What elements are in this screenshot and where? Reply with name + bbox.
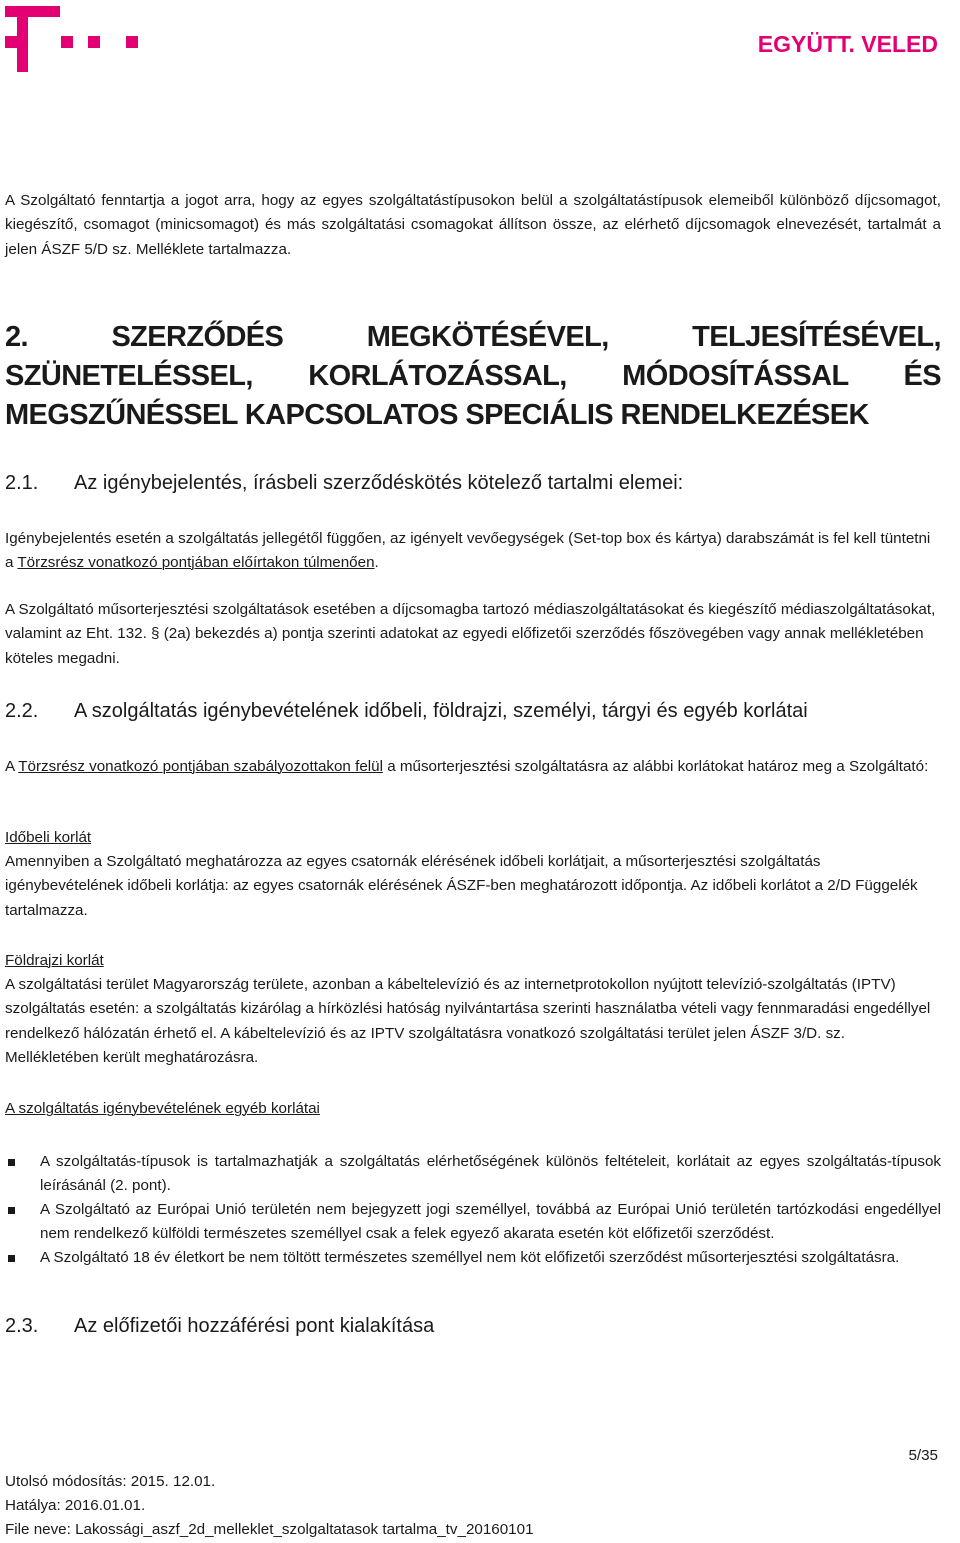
geo-limit-text: A szolgáltatási terület Magyarország területe, azonban a kábeltelevízió és az internetprotokollon nyújtott televízió-szolgáltatás (IPTV) szolgáltatás esetén: a szolgáltatás kizárólag a hírközlési hatóság nyilvántartása szerinti használatba vételi vagy fennmaradási engedéllyel rendelkező hálózatán érhető el. A kábeltelevízió és az IPTV szolgáltatásra vonatkozó szolgáltatási terület jelen ÁSZF 3/D. sz. Mellékletében került meghatározásra. xyxy=(5,976,931,1066)
section-title: Az igénybejelentés, írásbeli szerződéskötés kötelező tartalmi elemei: xyxy=(74,472,684,494)
list-item xyxy=(5,1198,941,1247)
section-2-1-heading xyxy=(5,472,683,495)
section-number: 2.3. xyxy=(5,1315,39,1337)
other-limits-heading: A szolgáltatás igénybevételének egyéb korlátai xyxy=(5,1100,320,1117)
section-2-2-heading xyxy=(5,700,808,723)
underlined-reference: Törzsrész vonatkozó pontjában szabályozottakon felül xyxy=(18,758,383,775)
list-item xyxy=(5,1246,941,1270)
brand-slogan: EGYÜTT. VELED xyxy=(757,31,938,57)
bullet-icon xyxy=(8,1255,15,1262)
section-title: A szolgáltatás igénybevételének időbeli, földrajzi, személyi, tárgyi és egyéb korlátai xyxy=(74,700,808,722)
geo-limit-heading: Földrajzi korlát xyxy=(5,952,104,969)
bullet-icon xyxy=(8,1207,15,1214)
footer-filename: File neve: Lakossági_aszf_2d_melleklet_szolgaltatasok tartalma_tv_20160101 xyxy=(5,1521,534,1538)
underlined-reference: Törzsrész vonatkozó pontjában előírtakon túlmenően xyxy=(17,554,375,572)
list-item-text: A Szolgáltató az Európai Unió területén nem bejegyzett jogi személlyel, továbbá az Európai Unió területén tartózkodási engedéllyel nem rendelkező külföldi természetes személlyel csak a felek egyező akarata esetén köt előfizetői szerződést. xyxy=(40,1201,941,1243)
section-number: 2.1. xyxy=(5,472,39,494)
s21-paragraph-1 xyxy=(5,527,941,576)
telekom-logo xyxy=(0,0,150,80)
intro-paragraph: A Szolgáltató fenntartja a jogot arra, hogy az egyes szolgáltatástípusokon belül a szolgáltatástípusok elemeiből különböző díjcsomagot, kiegészítő, csomagot (minicsomagot) és más szolgáltatási csomagokat állítson össze, az elérhető díjcsomagok elnevezését, tartalmát a jelen ÁSZF 5/D sz. Melléklete tartalmazza. xyxy=(5,192,941,258)
section-2-heading: 2. SZERZŐDÉS MEGKÖTÉSÉVEL, TELJESÍTÉSÉVEL, SZÜNETELÉSSEL, KORLÁTOZÁSSAL, MÓDOSÍTÁSSAL ÉS MEGSZŰNÉSSEL KAPCSOLATOS SPECIÁLIS RENDELKEZÉSEK xyxy=(5,321,941,431)
list-item-text: A Szolgáltató 18 év életkort be nem töltött természetes személlyel nem köt előfizetői szerződést műsorterjesztési szolgáltatásra. xyxy=(40,1249,900,1266)
footer-effective: Hatálya: 2016.01.01. xyxy=(5,1497,146,1514)
text: . xyxy=(374,554,379,572)
text: A xyxy=(5,758,19,775)
list-item xyxy=(5,1150,941,1199)
text: Igénybejelentés esetén a szolgáltatás jellegétől függően, az igényelt vevőegységek (Set-top box és kártya) darabszámát is fel kell tüntetni a xyxy=(5,530,931,572)
time-limit-text: Amennyiben a Szolgáltató meghatározza az egyes csatornák elérésének időbeli korlátjait, a műsorterjesztési szolgáltatás igénybevételének időbeli korlátja: az egyes csatornák elérésének ÁSZF-ben meghatározott időpontja. Az időbeli korlátot a 2/D Függelék tartalmazza. xyxy=(5,853,918,919)
s21-paragraph-2: A Szolgáltató műsorterjesztési szolgáltatások esetében a díjcsomagba tartozó médiaszolgáltatásokat és kiegészítő médiaszolgáltatásokat, valamint az Eht. 132. § (2a) bekezdés a) pontja szerinti adatokat az egyedi előfizetői szerződés főszövegében vagy annak mellékletében köteles megadni. xyxy=(5,601,936,667)
s22-paragraph-1 xyxy=(5,755,941,779)
footer-modified: Utolsó módosítás: 2015. 12.01. xyxy=(5,1473,216,1490)
text: a műsorterjesztési szolgáltatásra az alábbi korlátokat határoz meg a Szolgáltató: xyxy=(382,758,929,775)
section-title: Az előfizetői hozzáférési pont kialakítása xyxy=(74,1315,435,1337)
list-item-text: A szolgáltatás-típusok is tartalmazhatják a szolgáltatás elérhetőségének különös feltételeit, korlátait az egyes szolgáltatás-típusok leírásánál (2. pont). xyxy=(40,1153,941,1195)
time-limit-heading: Időbeli korlát xyxy=(5,829,92,846)
section-number: 2.2. xyxy=(5,700,39,722)
bullet-icon xyxy=(8,1159,15,1166)
section-2-3-heading xyxy=(5,1315,434,1338)
page-number: 5/35 xyxy=(908,1447,938,1464)
